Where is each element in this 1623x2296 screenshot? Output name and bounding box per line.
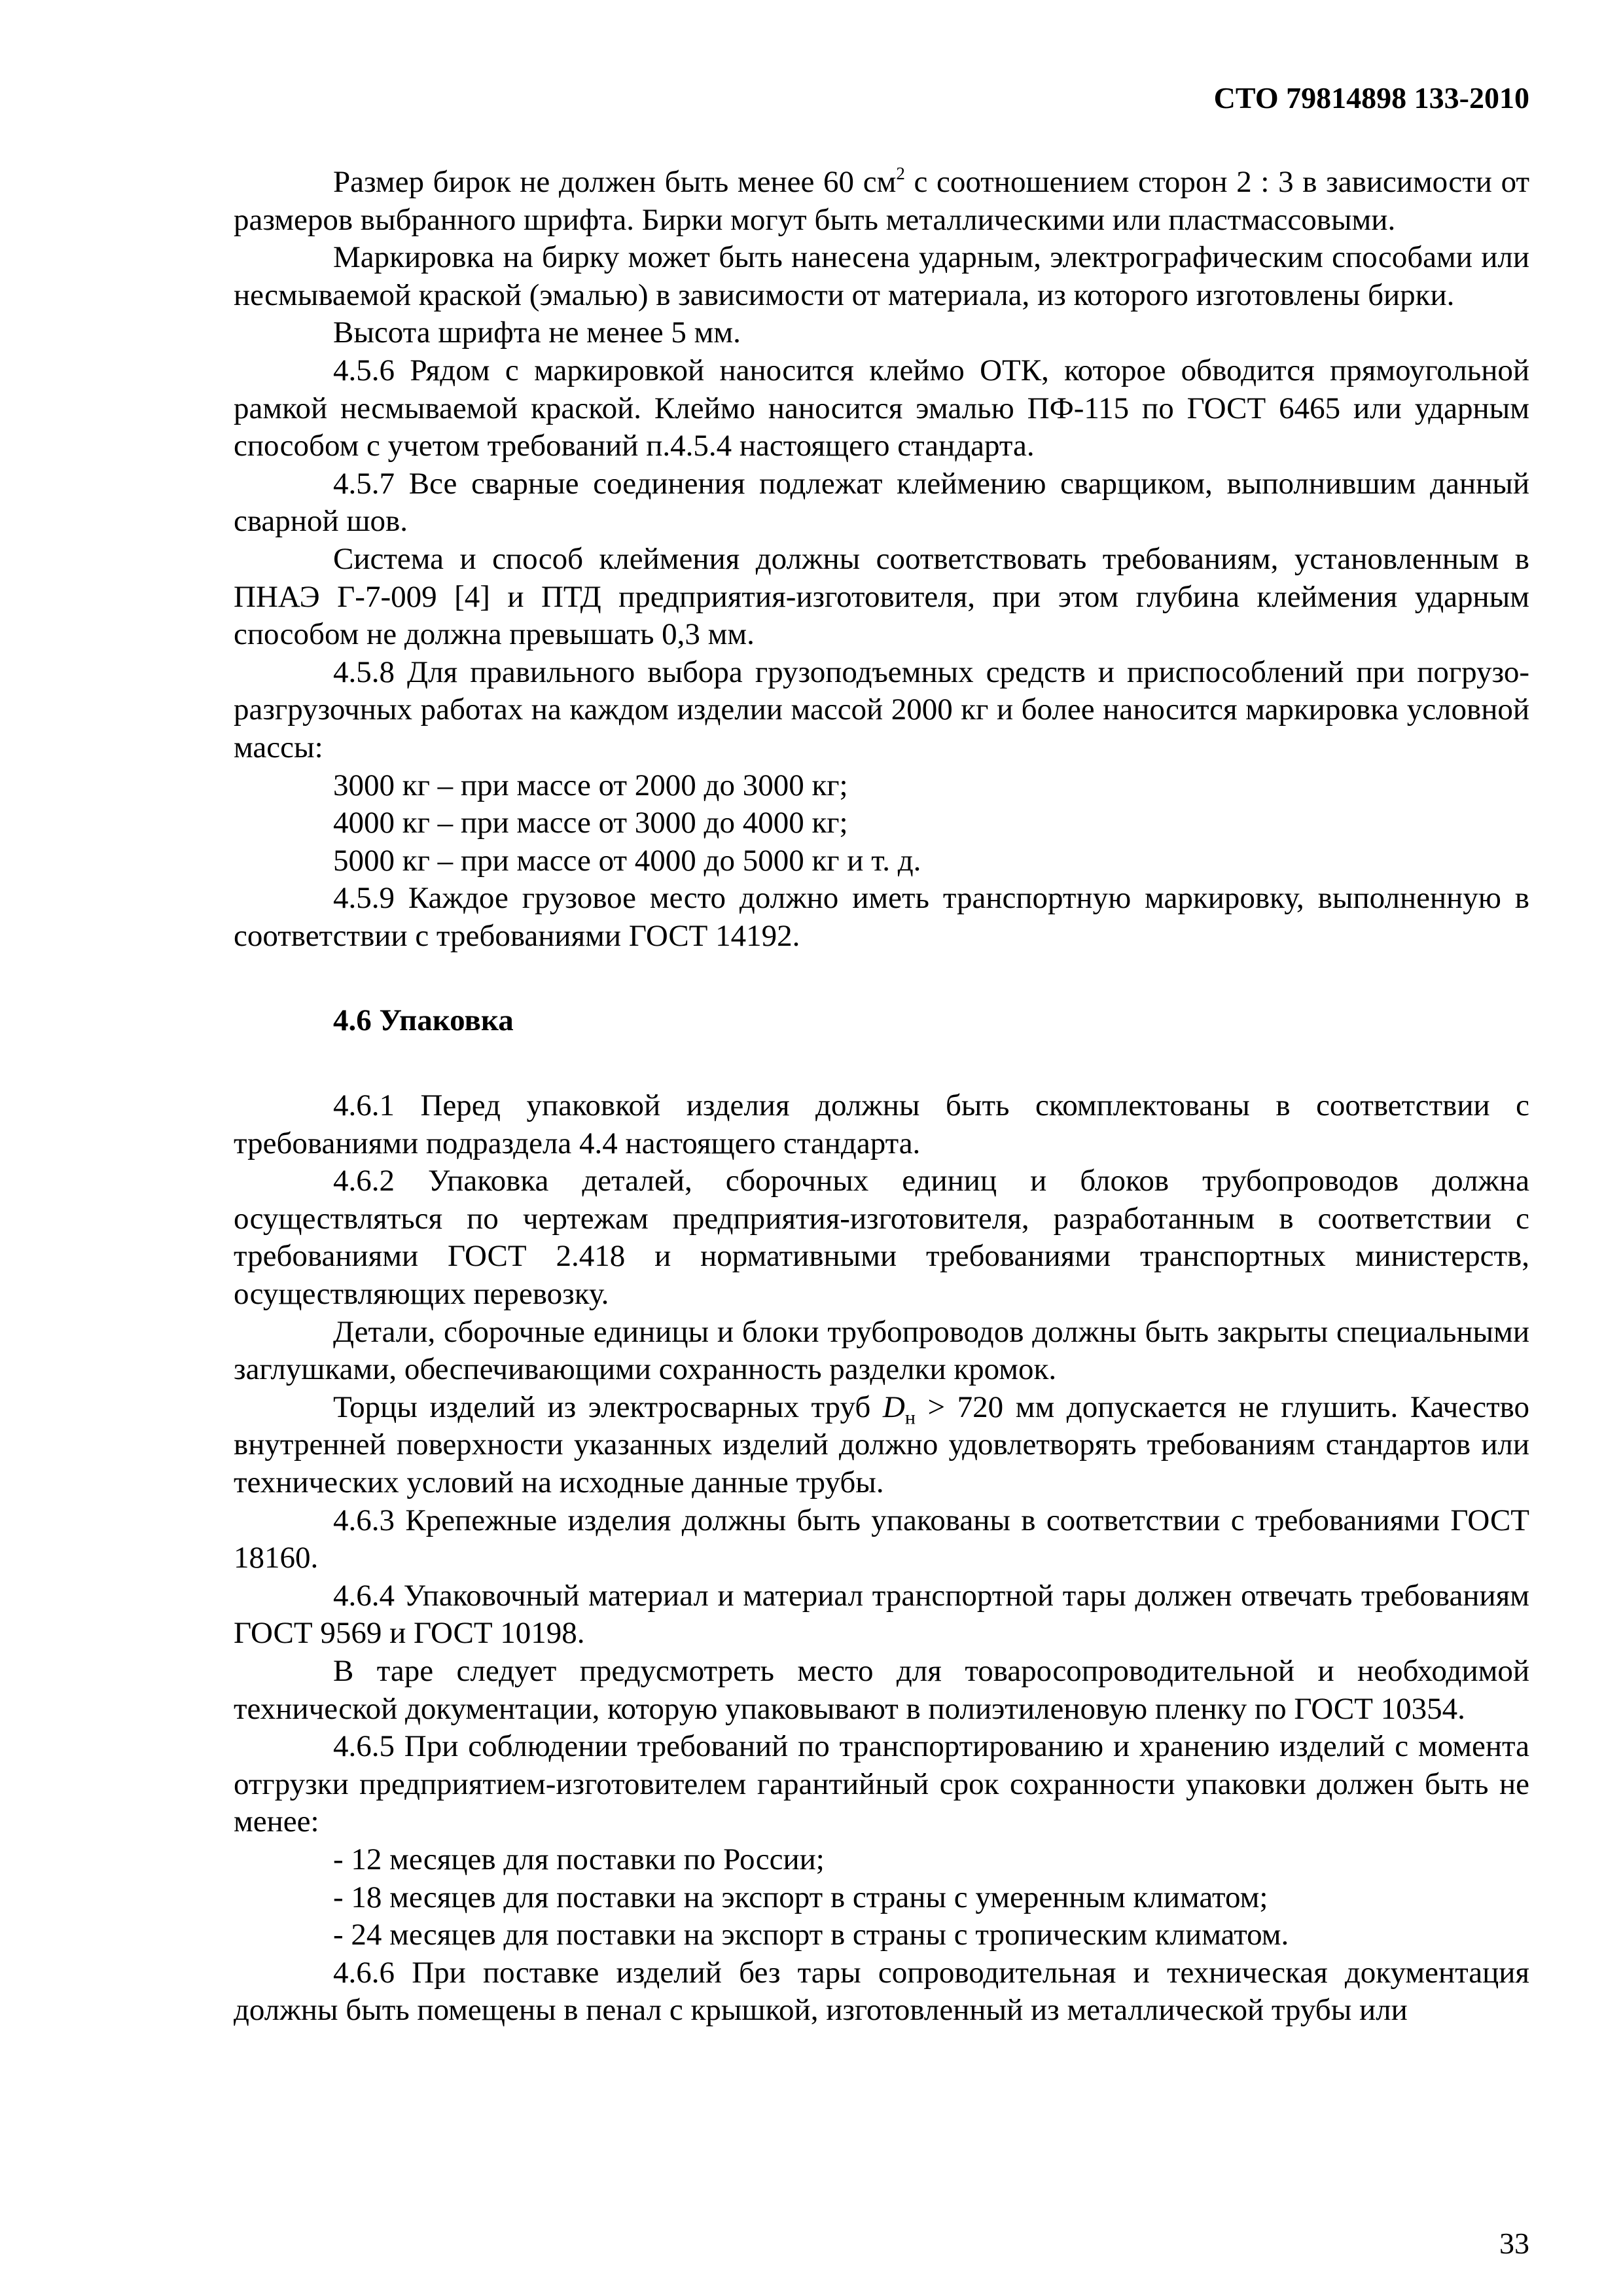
text-run: с соотношением сторон 2 : 3 в зависимости от размеров выбранного шрифта. Бирки могут быть металлическими или пластмассовыми. <box>234 165 1530 237</box>
superscript: 2 <box>896 164 905 184</box>
paragraph: 4.5.8 Для правильного выбора грузоподъемных средств и приспособлений при погрузо-разгрузочных работах на каждом изделии массой 2000 кг и более наносится маркировка условной массы: <box>234 655 1529 764</box>
variable: D <box>882 1390 905 1424</box>
text-run: Торцы изделий из электросварных труб <box>333 1390 883 1424</box>
page-content <box>234 164 1529 2030</box>
paragraph-tag-size <box>234 164 1529 239</box>
paragraph: 4.6.6 При поставке изделий без тары сопроводительная и техническая документация должны быть помещены в пенал с крышкой, изготовленный из металлической трубы или <box>234 1955 1529 2028</box>
paragraph: В таре следует предусмотреть место для товаросопроводительной и необходимой технической документации, которую упаковывают в полиэтиленовую пленку по ГОСТ 10354. <box>234 1653 1529 1726</box>
mass-line: 5000 кг – при массе от 4000 до 5000 кг и т. д. <box>333 843 921 878</box>
mass-line: 3000 кг – при массе от 2000 до 3000 кг; <box>333 768 848 802</box>
subscript: н <box>904 1407 916 1429</box>
paragraph: Система и способ клеймения должны соответствовать требованиям, установленным в ПНАЭ Г-7-009 [4] и ПТД предприятия-изготовителя, при этом глубина клеймения ударным способом не должна превышать 0,3 мм. <box>234 541 1529 652</box>
paragraph: Маркировка на бирку может быть нанесена ударным, электрографическим способами или несмываемой краской (эмалью) в зависимости от материала, из которого изготовлены бирки. <box>234 240 1529 312</box>
paragraph: 4.6.1 Перед упаковкой изделия должны быть скомплектованы в соответствии с требованиями подраздела 4.4 настоящего стандарта. <box>234 1088 1529 1160</box>
paragraph: 4.5.7 Все сварные соединения подлежат клеймению сварщиком, выполнившим данный сварной шов. <box>234 466 1529 539</box>
text-run: > 720 мм допускается не глушить. Качество внутренней поверхности указанных изделий должно удовлетворять требованиям стандартов или технических условий на исходные данные трубы. <box>234 1390 1529 1499</box>
paragraph: 4.6.2 Упаковка деталей, сборочных единиц и блоков трубопроводов должна осуществляться по чертежам предприятия-изготовителя, разработанным в соответствии с требованиями ГОСТ 2.418 и нормативными требованиями транспортных министерств, осуществляющих перевозку. <box>234 1164 1529 1312</box>
paragraph: 4.6.5 При соблюдении требований по транспортированию и хранению изделий с момента отгрузки предприятием-изготовителем гарантийный срок сохранности упаковки должен быть не менее: <box>234 1729 1529 1839</box>
section-heading: 4.6 Упаковка <box>333 1003 514 1038</box>
paragraph: Высота шрифта не менее 5 мм. <box>333 315 741 350</box>
paragraph: Детали, сборочные единицы и блоки трубопроводов должны быть закрыты специальными заглушками, обеспечивающими сохранность разделки кромок. <box>234 1314 1529 1387</box>
mass-line: 4000 кг – при массе от 3000 до 4000 кг; <box>333 806 848 840</box>
paragraph: 4.6.4 Упаковочный материал и материал транспортной тары должен отвечать требованиям ГОСТ 9569 и ГОСТ 10198. <box>234 1578 1529 1651</box>
list-item: - 24 месяцев для поставки на экспорт в страны с тропическим климатом. <box>333 1918 1289 1952</box>
text-run: Размер бирок не должен быть менее 60 см <box>333 165 897 199</box>
paragraph: 4.6.3 Крепежные изделия должны быть упакованы в соответствии с требованиями ГОСТ 18160. <box>234 1503 1529 1575</box>
paragraph-pipe-ends <box>234 1389 1529 1502</box>
paragraph: 4.5.6 Рядом с маркировкой наносится клеймо ОТК, которое обводится прямоугольной рамкой несмываемой краской. Клеймо наносится эмалью ПФ-115 по ГОСТ 6465 или ударным способом с учетом требований п.4.5.4 настоящего стандарта. <box>234 353 1529 463</box>
page-number: 33 <box>1499 2227 1529 2260</box>
list-item: - 12 месяцев для поставки по России; <box>333 1842 825 1876</box>
list-item: - 18 месяцев для поставки на экспорт в страны с умеренным климатом; <box>333 1880 1268 1914</box>
document-code: СТО 79814898 133-2010 <box>1213 81 1529 115</box>
paragraph: 4.5.9 Каждое грузовое место должно иметь транспортную маркировку, выполненную в соответствии с требованиями ГОСТ 14192. <box>234 881 1529 953</box>
